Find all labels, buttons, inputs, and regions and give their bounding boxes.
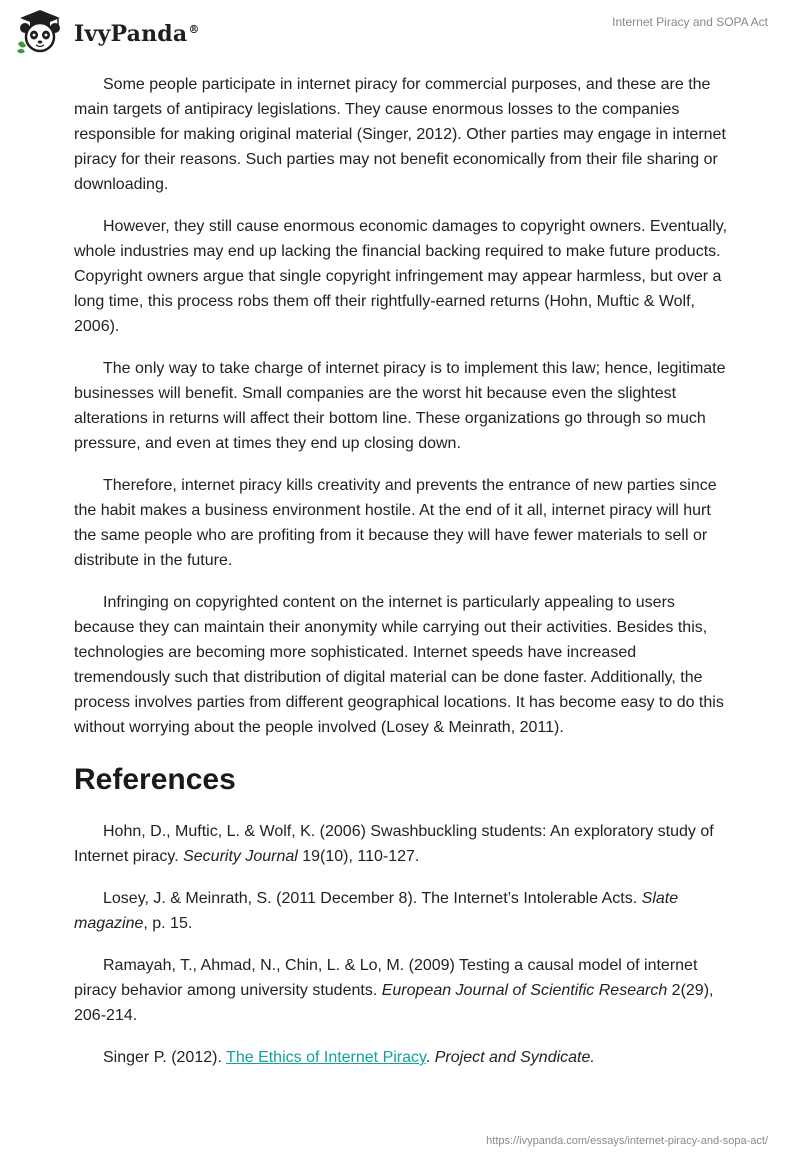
reference-item: Losey, J. & Meinrath, S. (2011 December 8). The Internet’s Intolerable Acts. Slate magazine, p. 15. (74, 890, 679, 932)
brand-name: IvyPanda® (74, 21, 200, 47)
footer-url[interactable]: https://ivypanda.com/essays/internet-piracy-and-sopa-act/ (486, 1135, 768, 1147)
body-paragraph: Some people participate in internet piracy for commercial purposes, and these are the main targets of antipiracy legislations. They cause enormous losses to the companies responsible for making original material (Singer, 2012). Other parties may engage in internet piracy for their reasons. Such parties may not benefit economically from their file sharing or downloading. (74, 76, 726, 193)
body-paragraph: Infringing on copyrighted content on the internet is particularly appealing to users because they can maintain their anonymity while carrying out their activities. Besides this, technologies are becoming more sophisticated. Internet speeds have increased tremendously such that distribution of digital material can be done faster. Additionally, the process involves parties from different geographical locations. It has become easy to do this without worrying about the people involved (Losey & Meinrath, 2011). (74, 594, 724, 736)
document-title: Internet Piracy and SOPA Act (612, 15, 768, 29)
reference-link[interactable]: The Ethics of Internet Piracy (226, 1049, 426, 1066)
reference-item: Ramayah, T., Ahmad, N., Chin, L. & Lo, M. (2009) Testing a causal model of internet piracy behavior among university students. European Journal of Scientific Research 2(29), 206-214. (74, 957, 714, 1024)
ivypanda-logo[interactable] (14, 8, 200, 54)
body-paragraph: However, they still cause enormous economic damages to copyright owners. Eventually, whole industries may end up lacking the financial backing required to make future products. Copyright owners argue that single copyright infringement may appear harmless, but over a long time, this process robs them off their rightfully-earned returns (Hohn, Muftic & Wolf, 2006). (74, 218, 728, 335)
page-header (0, 0, 800, 60)
reference-item: Singer P. (2012). The Ethics of Internet Piracy. Project and Syndicate. (103, 1049, 595, 1066)
body-paragraph: The only way to take charge of internet piracy is to implement this law; hence, legitimate businesses will benefit. Small companies are the worst hit because even the slightest alterations in returns will affect their bottom line. These organizations go through so much pressure, and even at times they end up closing down. (74, 360, 726, 452)
panda-graduate-icon (14, 8, 66, 54)
reference-item: Hohn, D., Muftic, L. & Wolf, K. (2006) Swashbuckling students: An exploratory study of Internet piracy. Security Journal 19(10), 110-127. (74, 823, 714, 865)
body-paragraph: Therefore, internet piracy kills creativity and prevents the entrance of new parties since the habit makes a business environment hostile. At the end of it all, internet piracy will hurt the same people who are profiting from it because they will have fewer materials to sell or distribute in the future. (74, 477, 717, 569)
essay-content (74, 72, 730, 1087)
references-heading: References (74, 763, 236, 796)
